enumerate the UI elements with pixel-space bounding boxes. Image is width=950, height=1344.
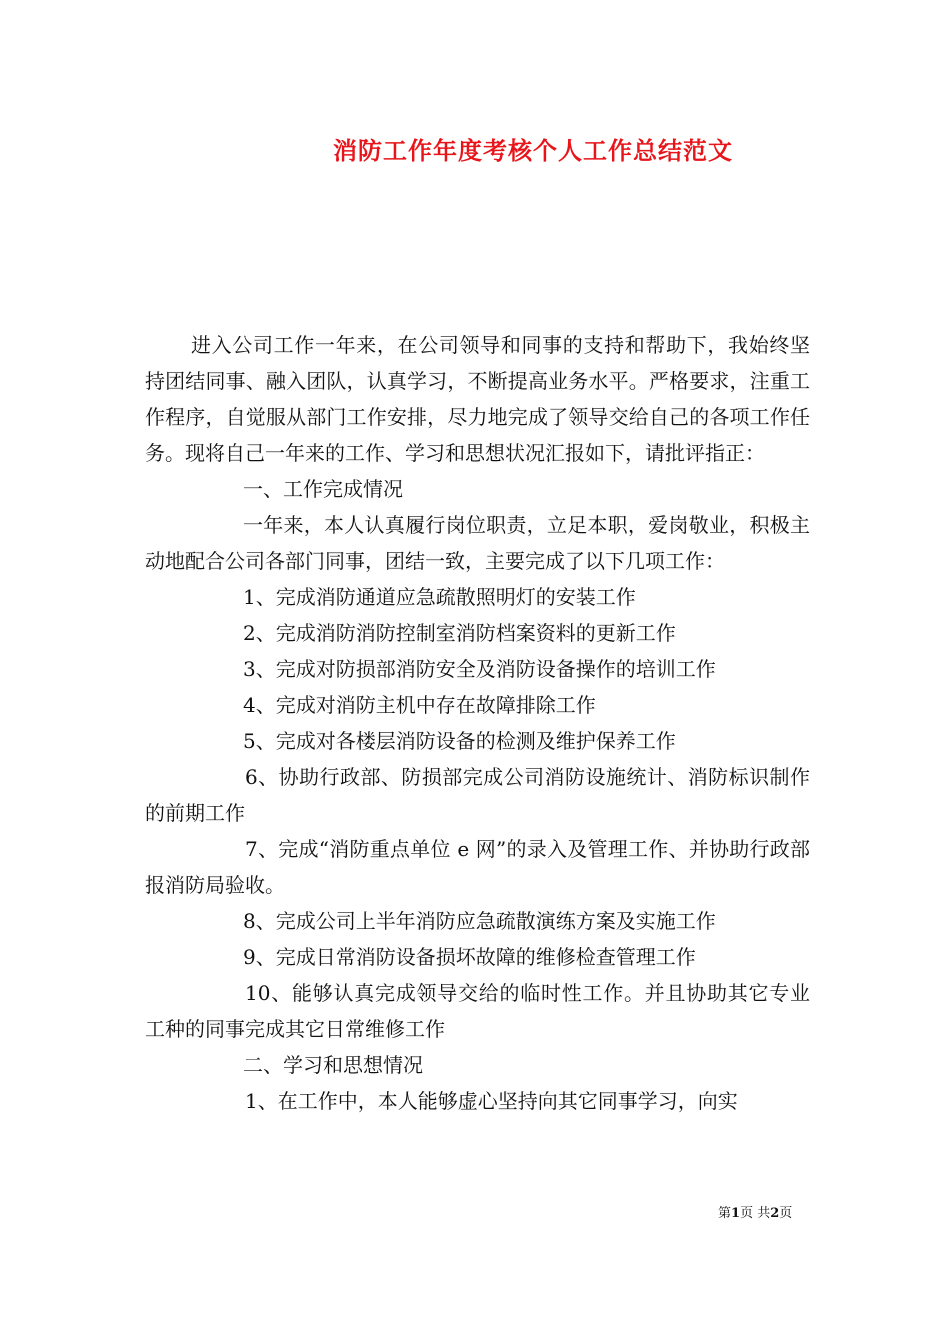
document-body: [145, 327, 810, 1119]
footer-prefix: 第: [718, 1206, 732, 1221]
page-footer: [718, 1202, 792, 1221]
section-intro-paragraph: 一年来，本人认真履行岗位职责，立足本职，爱岗敬业，积极主动地配合公司各部门同事，团结一致，主要完成了以下几项工作：: [145, 513, 810, 573]
list-item: 9、完成日常消防设备损坏故障的维修检查管理工作: [243, 945, 696, 969]
list-item: 7、完成“消防重点单位 e 网”的录入及管理工作、并协助行政部报消防局验收。: [145, 837, 810, 897]
list-item: 5、完成对各楼层消防设备的检测及维护保养工作: [243, 729, 676, 753]
intro-paragraph: 进入公司工作一年来，在公司领导和同事的支持和帮助下，我始终坚持团结同事、融入团队，认真学习，不断提高业务水平。严格要求，注重工作程序，自觉服从部门工作安排，尽力地完成了领导交给自己的各项工作任务。现将自己一年来的工作、学习和思想状况汇报如下，请批评指正：: [145, 333, 810, 465]
list-item: 1、在工作中，本人能够虚心坚持向其它同事学习，向实: [245, 1089, 738, 1113]
list-item: 6、协助行政部、防损部完成公司消防设施统计、消防标识制作的前期工作: [145, 765, 810, 825]
section-heading-work: 一、工作完成情况: [243, 477, 403, 501]
list-item: 3、完成对防损部消防安全及消防设备操作的培训工作: [243, 657, 716, 681]
list-item: 1、完成消防通道应急疏散照明灯的安装工作: [243, 585, 636, 609]
footer-suffix: 页: [779, 1206, 793, 1221]
footer-middle: 页 共: [740, 1206, 771, 1221]
list-item: 4、完成对消防主机中存在故障排除工作: [243, 693, 596, 717]
document-title: 消防工作年度考核个人工作总结范文: [333, 136, 733, 165]
section-heading-study: 二、学习和思想情况: [243, 1053, 423, 1077]
list-item: 2、完成消防消防控制室消防档案资料的更新工作: [243, 621, 676, 645]
list-item: 10、能够认真完成领导交给的临时性工作。并且协助其它专业工种的同事完成其它日常维修工作: [145, 981, 810, 1041]
footer-total-pages: 2: [770, 1206, 780, 1221]
footer-page-number: 1: [731, 1206, 741, 1221]
list-item: 8、完成公司上半年消防应急疏散演练方案及实施工作: [243, 909, 716, 933]
